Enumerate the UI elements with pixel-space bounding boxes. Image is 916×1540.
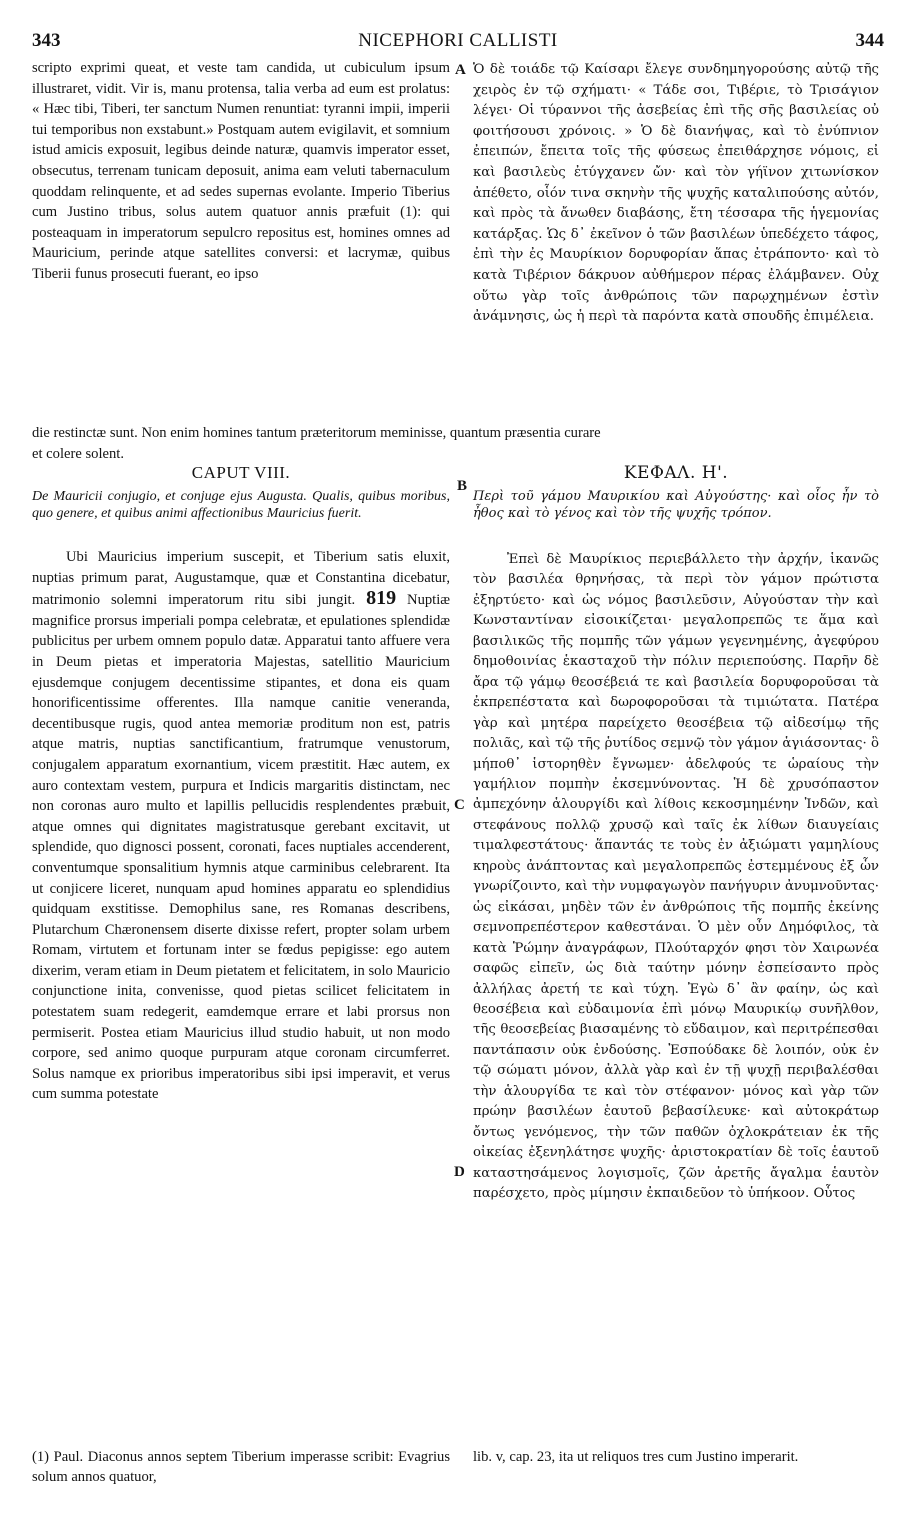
latin-chapter-subtitle: De Mauricii conjugio, et conjuge ejus Augusta. Qualis, quibus moribus, quo genere, et quibus animi affectionibus Mauricius fuerit. xyxy=(32,489,450,521)
margin-letter-b: B xyxy=(457,478,468,494)
margin-letter-a: A xyxy=(455,62,466,78)
latin-paragraph-top: scripto exprimi queat, et veste tam candida, ut cubiculum ipsum illustraret, vidit. Vir is, manu protensa, talia verba ad eum est prolatus: « Hæc tibi, Tiberi, ter sanctum Numen renuntiat: tyranni impii, imperii tui temporibus non exstabunt.» Postquam autem evigilavit, et somnium istud amicis exposuit, legibus deinde naturæ, quamvis imperator esset, obsecutus, terrenam tunicam deposuit, anima eam veluti tabernaculum quoddam relinquente, et ad sedes supernas evolante. Imperio Tiberius cum Justino tribus, solus autem quatuor annis præfuit (1): qui posteaquam in imperatorum sepulcro repositus est, homines omnes ad Mauricium, perinde atque satellites conversi: et lacrymæ, quibus Tiberii funus prosecuti fuerant, eo ipso xyxy=(32,60,450,282)
greek-chapter-heading: ΚΕΦΑΛ. Η'. xyxy=(623,463,729,483)
latin-body-part-2: Nuptiæ magnifice prorsus imperiali pompa celebratæ, et epulationes splendidæ publicitus per urbem omnem populo datæ. Apparatui tanto affuere vera in Deum pietas et imperatoria Majestas, satellitio Mauricium ejusdemque conjugem decentissime stipantes, et dona eis quam honorificentissime offerentes. Illa namque canitie veneranda, decentibusque rugis, quod antea memoriæ proditum non est, patris atque matris, nuptias sanctificantium, fratrumque venustorum, conjugalem apparatum exornantium, vicem præstitit. Hæc autem, ex auro contextam vestem, purpura et Indicis margaritis distinctam, nec non coronas auro multo et lapillis pellucidis resplendentes præbuit, atque omnes qui dignitates magistratusque gerebant excitavit, ut splendide, quo dignosci possent, coronati, faces nuptiales accenderent, conventumque sponsalitium hymnis atque carminibus celebrarent. Ita ut conjicere liceret, nunquam apud homines apparatu eo splendidius quidquam exstitisse. Demophilus sane, res Romanas describens, Plutarchum Chæronensem diserte dixisse refert, propter solam urbem Romam, virtutem et fortunam inter se fœdus pepigisse: ego autem dixerim, veram etiam in Deum pietatem et felicitatem, in solo Mauricio conjunctione inita, convenisse, quod pietas scilicet felicitatem in potestatem suam redegerit, eamdemque errare et labi prorsus non permiserit. Postea etiam Mauricius illud studio habuit, ut non modo corpore, sed animo quoque purpuram atque coronam circumferret. Solus namque ex prioribus imperatoribus sibi ipsi imperavit, et verus cum summa potestate xyxy=(32,592,451,1103)
margin-letter-d: D xyxy=(454,1164,465,1180)
greek-column-body xyxy=(473,550,879,1205)
spanning-line: die restinctæ sunt. Non enim homines tantum præteritorum meminisse, quantum præsentia curare xyxy=(32,425,601,441)
column-number: 819 xyxy=(366,587,397,610)
spanning-text xyxy=(32,423,880,464)
margin-letter-c: C xyxy=(454,797,465,813)
footnote: (1) Paul. Diaconus annos septem Tiberium imperasse scribit: Evagrius solum annos quatuor, xyxy=(32,1449,450,1485)
running-title: NICEPHORI CALLISTI xyxy=(358,30,558,51)
greek-paragraph-top: Ὁ δὲ τοιάδε τῷ Καίσαρι ἔλεγε συνδημηγορούσης αὐτῷ τῆς χειρὸς ἐν τῷ σχήματι· « Τάδε σοι, Τιβέριε, τὸ Τρισάγιον λέγει· Οἱ τύραννοι τῆς ἀσεβείας ἐπὶ τῆς σῆς βασιλείας οὐ φοιτήσουσι χρόνοις. » Ὁ δὲ διανήψας, καὶ τὸ ἐνύπνιον ἐπειπών, ἔπειτα τοῖς τῆς φύσεως ἐπειθάρχησε νόμοις, εἰ καὶ βασιλεὺς ἐτύγχανεν ὤν· καὶ τὸν γήϊνον χιτωνίσκον ἀπέθετο, οἷόν τινα σκηνὴν τῆς ψυχῆς καταλιπούσης αὐτόν, καὶ πρὸς τὰ ἄνωθεν διαβάσης, ἔτη τέσσαρα τῆς ἡγεμονίας κατάρξας. Ὡς δ᾽ ἐκεῖνον ὁ τῶν βασιλέων ὑπεδέχετο τάφος, ἐπὶ τὴν ἐς Μαυρίκιον δορυφορίαν ἅπας ἐτράποντο· καὶ τὸ κατὰ Τιβέριον δάκρυον αὐθήμερον πέρας ἐλάμβανεν. Οὐχ οὕτω γὰρ τοῖς ἀνθρώποις τῶν παρῳχημένων ἐστὶν ἀνάμνησις, ὡς ἡ περὶ τὰ παρόντα κατὰ σπουδῆς ἐπιμέλεια. xyxy=(473,62,879,325)
greek-paragraph-body: Ἐπεὶ δὲ Μαυρίκιος περιεβάλλετο τὴν ἀρχήν, ἱκανῶς τὸν βασιλέα θρηνήσας, τὰ περὶ τὸν γάμον πρώτιστα ἐξηρτύετο· καὶ ὡς νόμος βασιλεῦσιν, Αὐγούσταν τὴν καὶ Κωνσταντίναν εἰσοικίζεται· μεγαλοπρεπῶς τε ἅμα καὶ βασιλικῶς τῆς πομπῆς τῶν γάμων γεγενημένης, ἀγεφύρου δημοθοινίας ἑκασταχοῦ τὴν πόλιν περιεπούσης. Παρῆν δὲ ἄρα τῷ γάμῳ θεοσέβειά τε καὶ βασιλεία δορυφοροῦσαι τὰ ἐκπρεπέστατα καὶ δωροφοροῦσαι τὰ τιμιώτατα. Πατέρα γὰρ καὶ μητέρα παρείχετο θεοσέβεια τῷ αἰδεσίμῳ τῆς πολιᾶς, καὶ τῷ τῆς ῥυτίδος σεμνῷ τὸν γάμον ἁγιάσοντας· ὃ μήποθ᾽ ἱστορηθὲν ἔγνωμεν· ἀδελφούς τε ὡραίους τὴν γαμήλιον πομπὴν ἐκσεμνύνοντας. Ἡ δὲ χρυσόπαστον ἀμπεχόνην ἁλουργίδι καὶ λίθοις κεκοσμημένην Ἰνδῶν, καὶ στεφάνους πολλῷ χρυσῷ καὶ ταῖς ἐκ λίθων διαυγείαις τιμαλφεστάτους· ἅπαντάς τε τοὺς ἐν ἀξιώματι γαμηλίους κηροὺς ἀνάπτοντας καὶ μεγαλοπρεπῶς ἐστεμμένους ἐξ ὧν γνωρίζοιντο, καὶ τὴν νυμφαγωγὸν πανήγυριν ἀνυμνοῦντας· ὡς εἰκάσαι, μηδὲν τῶν ἐν ἀνθρώποις τῆς πομπῆς ἐκείνης σεμνοπρεπέστερον καθεστάναι. Ὁ μὲν οὖν Δημόφιλος, τὰ κατὰ Ῥώμην ἀναγράφων, Πλούταρχόν φησι τὸν Χαιρωνέα σαφῶς εἰπεῖν, ὡς διὰ ταύτην μόνην ἐσπείσαντο πρὸς ἀλλήλας ἀρετή τε καὶ τύχη. Ἐγὼ δ᾽ ἂν φαίην, ὡς καὶ θεοσέβεια καὶ εὐδαιμονία ἐπὶ μόνῳ Μαυρικίῳ συνῆλθον, τῆς θεοσεβείας βιασαμένης τὸ εὔδαιμον, καὶ περιτρέπεσθαι παντάπασιν οὐκ ἐνδούσης. Ἐσπούδακε δὲ λοιπόν, οὐκ ἐν τῷ σώματι μόνον, ἀλλὰ γὰρ καὶ ἐν τῇ ψυχῇ περιβαλέσθαι τὴν ἁλουργίδα τε καὶ τὸν στέφανον· μόνος καὶ γὰρ τῶν πρώην βασιλέων ἑαυτοῦ βεβασίλευκε· καὶ αὐτοκράτωρ ὄντως γενόμενος, τὴν τῶν παθῶν ὀχλοκράτειαν ἐκ τῆς οἰκείας ἐξενηλάτησε ψυχῆς· ἀριστοκρατίαν δὲ τοῖς ἑαυτοῦ καταστησάμενος λογισμοῖς, ζῶν ἀρετῆς ἄγαλμα ἑαυτὸν παρέσχετο, πρὸς μίμησιν ἐκπαιδεῦον τὸ ὑπήκοον. Οὗτος xyxy=(473,552,879,1202)
latin-chapter-heading: CAPUT VIII. xyxy=(191,463,291,482)
page-header xyxy=(32,30,884,56)
greek-column-top xyxy=(473,60,879,328)
latin-paragraph-body xyxy=(32,547,450,1105)
footnote-continuation: lib. v, cap. 23, ita ut reliquos tres cum Justino imperarit. xyxy=(473,1449,799,1465)
page-number-right: 344 xyxy=(855,30,884,51)
latin-column-body xyxy=(32,547,450,1105)
greek-chapter-subtitle: Περὶ τοῦ γάμου Μαυρικίου καὶ Αὐγούστης· καὶ οἷος ἦν τὸ ἦθος καὶ τὸ γένος καὶ τὸν τῆς ψυχῆς τρόπον. xyxy=(473,489,879,521)
spanning-line-end: et colere solent. xyxy=(32,445,124,462)
latin-body-part-1: Ubi Mauricius imperium suscepit, et Tiberium satis eluxit, nuptias primum parat, Augustamque, quæ et Constantina dicebatur, matrimonio solemni imperatorum ritu sibi jungit. xyxy=(32,549,450,609)
page-number-left: 343 xyxy=(32,30,61,51)
latin-column-top xyxy=(32,58,450,285)
